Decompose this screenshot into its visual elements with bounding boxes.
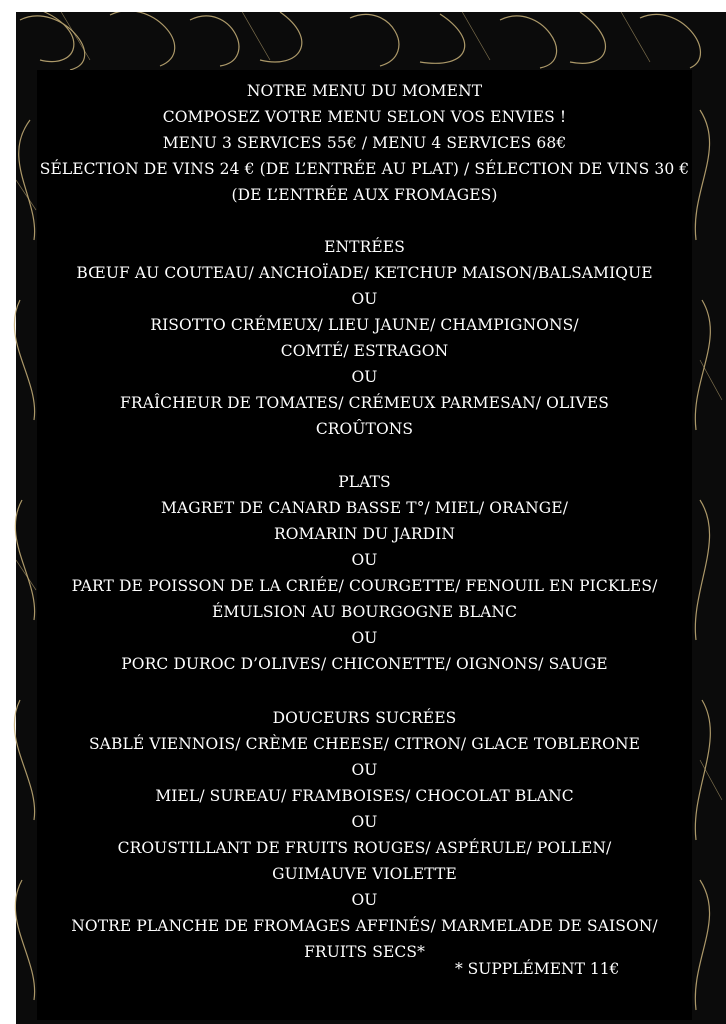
plat-dish-2-line1: PART DE POISSON DE LA CRIÉE/ COURGETTE/ FENOUIL EN PICKLES/: [71, 577, 658, 595]
supplement-note: * SUPPLÉMENT 11€: [455, 960, 620, 978]
dessert-dish-4-line1: NOTRE PLANCHE DE FROMAGES AFFINÉS/ MARMELADE DE SAISON/: [71, 917, 658, 935]
entree-or-1: OU: [351, 290, 378, 308]
menu-panel: [37, 70, 692, 1020]
dessert-dish-4-line2: FRUITS SECS*: [304, 943, 425, 961]
plat-dish-1-line2: ROMARIN DU JARDIN: [273, 525, 456, 543]
plat-dish-1-line1: MAGRET DE CANARD BASSE T°/ MIEL/ ORANGE/: [160, 499, 569, 517]
dessert-dish-3-line1: CROUSTILLANT DE FRUITS ROUGES/ ASPÉRULE/ POLLEN/: [117, 839, 612, 857]
entree-or-2: OU: [351, 368, 378, 386]
dessert-dish-2: MIEL/ SUREAU/ FRAMBOISES/ CHOCOLAT BLANC: [155, 787, 574, 805]
plat-dish-3: PORC DUROC D’OLIVES/ CHICONETTE/ OIGNONS/ SAUGE: [121, 655, 608, 673]
dessert-or-2: OU: [351, 813, 378, 831]
plat-or-2: OU: [351, 629, 378, 647]
entree-dish-2-line1: RISOTTO CRÉMEUX/ LIEU JAUNE/ CHAMPIGNONS/: [150, 316, 579, 334]
dessert-dish-1: SABLÉ VIENNOIS/ CRÈME CHEESE/ CITRON/ GLACE TOBLERONE: [88, 735, 641, 753]
menu-title: NOTRE MENU DU MOMENT: [246, 82, 483, 100]
menu-subtitle: COMPOSEZ VOTRE MENU SELON VOS ENVIES !: [162, 108, 567, 126]
plat-or-1: OU: [351, 551, 378, 569]
entree-dish-3-line1: FRAÎCHEUR DE TOMATES/ CRÉMEUX PARMESAN/ OLIVES: [120, 394, 609, 412]
entrees-heading: ENTRÉES: [324, 238, 405, 256]
dessert-or-3: OU: [351, 891, 378, 909]
plat-dish-2-line2: ÉMULSION AU BOURGOGNE BLANC: [211, 603, 518, 621]
entree-dish-2-line2: COMTÉ/ ESTRAGON: [280, 342, 449, 360]
entree-dish-3-line2: CROÛTONS: [315, 420, 414, 438]
plats-heading: PLATS: [338, 473, 391, 491]
wine-selection-line1: SÉLECTION DE VINS 24 € (DE L’ENTRÉE AU PLAT) / SÉLECTION DE VINS 30 €: [39, 160, 690, 178]
menu-prices: MENU 3 SERVICES 55€ / MENU 4 SERVICES 68€: [162, 134, 567, 152]
entree-dish-1: BŒUF AU COUTEAU/ ANCHOÏADE/ KETCHUP MAISON/BALSAMIQUE: [76, 264, 653, 282]
desserts-heading: DOUCEURS SUCRÉES: [272, 709, 457, 727]
wine-selection-line2: (DE L’ENTRÉE AUX FROMAGES): [231, 186, 498, 204]
dessert-or-1: OU: [351, 761, 378, 779]
dessert-dish-3-line2: GUIMAUVE VIOLETTE: [272, 865, 457, 883]
